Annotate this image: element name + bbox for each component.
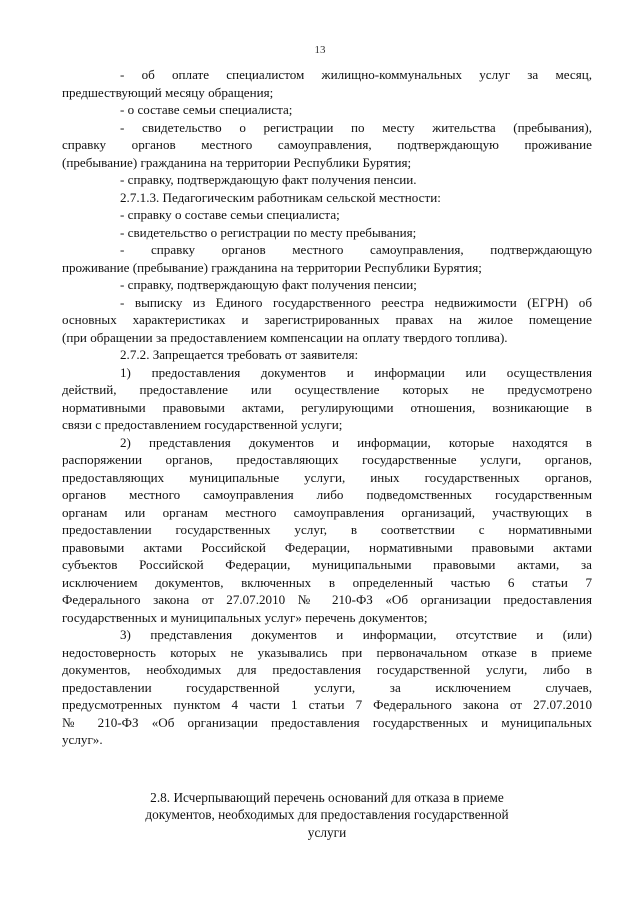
text-line: правовыми актами Российской Федерации, нормативными правовыми актами xyxy=(62,539,592,555)
heading-line: услуги xyxy=(307,824,347,840)
text-line: 2) представления документов и информации, которые находятся в xyxy=(120,434,592,450)
section-gap xyxy=(62,749,592,789)
text-line: государственных и муниципальных услуг» перечень документов; xyxy=(62,609,428,625)
text-line: 3) представления документов и информации, отсутствие и (или) xyxy=(120,627,592,642)
text-line: - свидетельство о регистрации по месту пребывания; xyxy=(120,224,417,240)
text-line: услуг». xyxy=(62,732,103,747)
page-number: 13 xyxy=(314,44,326,56)
section-heading xyxy=(62,789,592,842)
text-line: - выписку из Единого государственного реестра недвижимости (ЕГРН) об xyxy=(120,294,592,310)
text-line: субъектов Российской Федерации, муниципальными правовыми актами, за xyxy=(62,557,592,572)
text-line: недостоверность которых не указывались при первоначальном отказе в приеме xyxy=(62,644,592,660)
text-line: - справку, подтверждающую факт получения пенсии. xyxy=(120,172,417,187)
text-line: предоставлении государственной услуги, за исключением случаев, xyxy=(62,679,592,695)
text-line: 2.7.2. Запрещается требовать от заявителя: xyxy=(120,347,359,362)
text-line: основных характеристиках и зарегистрированных правах на жилое помещение xyxy=(62,312,592,327)
text-line: предусмотренных пунктом 4 части 1 статьи 7 Федерального закона от 27.07.2010 xyxy=(62,697,592,712)
document-body xyxy=(62,66,592,841)
text-line: (при обращении за предоставлением компенсации на оплату твердого топлива). xyxy=(62,329,508,345)
heading-line: 2.8. Исчерпывающий перечень оснований для отказа в приеме xyxy=(150,789,504,805)
text-line: - свидетельство о регистрации по месту жительства (пребывания), xyxy=(120,119,592,135)
text-line: действий, предоставление или осуществление которых не предусмотрено xyxy=(62,382,592,397)
text-line: нормативными правовыми актами, регулирующими отношения, возникающие в xyxy=(62,399,592,415)
text-line: (пребывание) гражданина на территории Республики Бурятия; xyxy=(62,154,412,170)
text-line: 2.7.1.3. Педагогическим работникам сельской местности: xyxy=(120,189,441,205)
text-line: распоряжении органов, предоставляющих государственные услуги, органов, xyxy=(62,452,592,467)
text-line: - о составе семьи специалиста; xyxy=(120,102,293,117)
text-line: проживание (пребывание) гражданина на территории Республики Бурятия; xyxy=(62,259,482,275)
text-line: справку органов местного самоуправления, подтверждающую проживание xyxy=(62,137,592,152)
heading-line: документов, необходимых для предоставления государственной xyxy=(145,807,509,822)
text-line: документов, необходимых для предоставления государственной услуги, либо в xyxy=(62,662,592,677)
text-line: 1) предоставления документов и информации или осуществления xyxy=(120,364,592,380)
text-line: Федерального закона от 27.07.2010 № 210-ФЗ «Об организации предоставления xyxy=(62,592,592,607)
text-line: - об оплате специалистом жилищно-коммунальных услуг за месяц, xyxy=(120,67,592,82)
text-line: - справку, подтверждающую факт получения пенсии; xyxy=(120,277,417,292)
text-line: предоставляющих муниципальные услуги, иных государственных органов, xyxy=(62,469,592,485)
text-line: связи с предоставлением государственной услуги; xyxy=(62,417,343,432)
text-line: № 210-ФЗ «Об организации предоставления государственных и муниципальных xyxy=(62,714,592,730)
text-line: предшествующий месяцу обращения; xyxy=(62,84,274,100)
text-line: исключением документов, включенных в определенный частью 6 статьи 7 xyxy=(62,574,592,590)
text-line: - справку о составе семьи специалиста; xyxy=(120,207,340,222)
text-line: органам или органам местного самоуправления организаций, участвующих в xyxy=(62,504,592,520)
text-line: - справку органов местного самоуправления, подтверждающую xyxy=(120,242,592,257)
text-line: органов местного самоуправления либо подведомственных государственным xyxy=(62,487,592,502)
text-line: предоставлении государственных услуг, в соответствии с нормативными xyxy=(62,522,592,537)
